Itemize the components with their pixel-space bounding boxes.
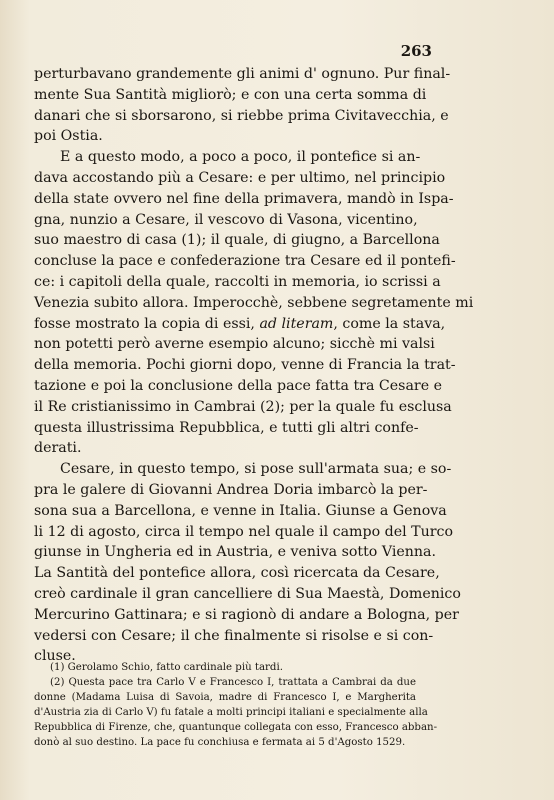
text-line: dava accostando più a Cesare: e per ultimo, nel principio bbox=[34, 169, 446, 186]
text-line: perturbavano grandemente gli animi d' ognuno. Pur final- bbox=[34, 66, 451, 82]
footnote-line: (2) Questa pace tra Carlo V e Francesco I, trattata a Cambrai da due bbox=[50, 677, 416, 688]
italic-phrase: ad literam bbox=[259, 315, 334, 332]
text-line: pra le galere di Giovanni Andrea Doria imbarcò la per- bbox=[34, 481, 428, 498]
text-line: giunse in Ungheria ed in Austria, e veniva sotto Vienna. bbox=[34, 544, 437, 561]
text-line: E a questo modo, a poco a poco, il pontefice si an- bbox=[60, 149, 421, 166]
text-line: tazione e poi la conclusione della pace fatta tra Cesare e bbox=[34, 377, 443, 394]
text-line: poi Ostia. bbox=[34, 128, 103, 145]
text-line: derati. bbox=[34, 440, 82, 457]
text-line: gna, nunzio a Cesare, il vescovo di Vasona, vicentino, bbox=[34, 211, 418, 228]
text-line: Mercurino Gattinara; e si ragionò di andare a Bologna, per bbox=[34, 606, 459, 623]
text-line: della state ovvero nel fine della primavera, mandò in Ispa- bbox=[34, 190, 454, 207]
text-line: Cesare, in questo tempo, si pose sull'armata sua; e so- bbox=[60, 461, 452, 478]
text-line: sona sua a Barcellona, e venne in Italia. Giunse a Genova bbox=[34, 502, 447, 519]
footnote-line: d'Austria zia di Carlo V) fu fatale a molti principi italiani e specialmente alla bbox=[34, 707, 428, 718]
footnote-line: donò al suo destino. La pace fu conchiusa e fermata ai 5 d'Agosto 1529. bbox=[34, 737, 406, 748]
text-line: della memoria. Pochi giorni dopo, venne di Francia la trat- bbox=[34, 357, 456, 374]
text-line: danari che si sborsarono, si riebbe prima Civitavecchia, e bbox=[34, 107, 449, 124]
text-line: questa illustrissima Repubblica, e tutti gli altri confe- bbox=[34, 419, 419, 436]
text-line: vedersi con Cesare; il che finalmente si risolse e si con- bbox=[34, 627, 434, 644]
page-number: 263 bbox=[400, 42, 432, 60]
text-line: concluse la pace e confederazione tra Cesare ed il pontefi- bbox=[34, 253, 456, 270]
text-line: il Re cristianissimo in Cambrai (2); per la quale fu esclusa bbox=[34, 398, 452, 415]
text-line: Venezia subito allora. Imperocchè, sebbene segretamente mi bbox=[34, 294, 474, 311]
text-line: suo maestro di casa (1); il quale, di giugno, a Barcellona bbox=[34, 232, 440, 249]
body-text bbox=[34, 64, 474, 667]
footnote-line: donne (Madama Luisa di Savoia, madre di Francesco I, e Margherita bbox=[34, 692, 416, 703]
text-line: fosse mostrato la copia di essi, ad literam, come la stava, bbox=[34, 315, 446, 332]
text-line: mente Sua Santità migliorò; e con una certa somma di bbox=[34, 86, 427, 103]
text-line: non potetti però averne esempio alcuno; sicchè mi valsi bbox=[34, 336, 435, 353]
text-line: La Santità del pontefice allora, così ricercata da Cesare, bbox=[34, 565, 440, 582]
text-line: li 12 di agosto, circa il tempo nel quale il campo del Turco bbox=[34, 523, 454, 540]
text-line: creò cardinale il gran cancelliere di Sua Maestà, Domenico bbox=[34, 585, 461, 602]
footnote-line: (1) Gerolamo Schio, fatto cardinale più tardi. bbox=[50, 662, 283, 673]
footnotes bbox=[34, 660, 438, 750]
text-line: ce: i capitoli della quale, raccolti in memoria, io scrissi a bbox=[34, 273, 441, 290]
text-line: cluse. bbox=[34, 648, 76, 665]
footnote-line: Repubblica di Firenze, che, quantunque collegata con esso, Francesco abban- bbox=[34, 722, 438, 733]
